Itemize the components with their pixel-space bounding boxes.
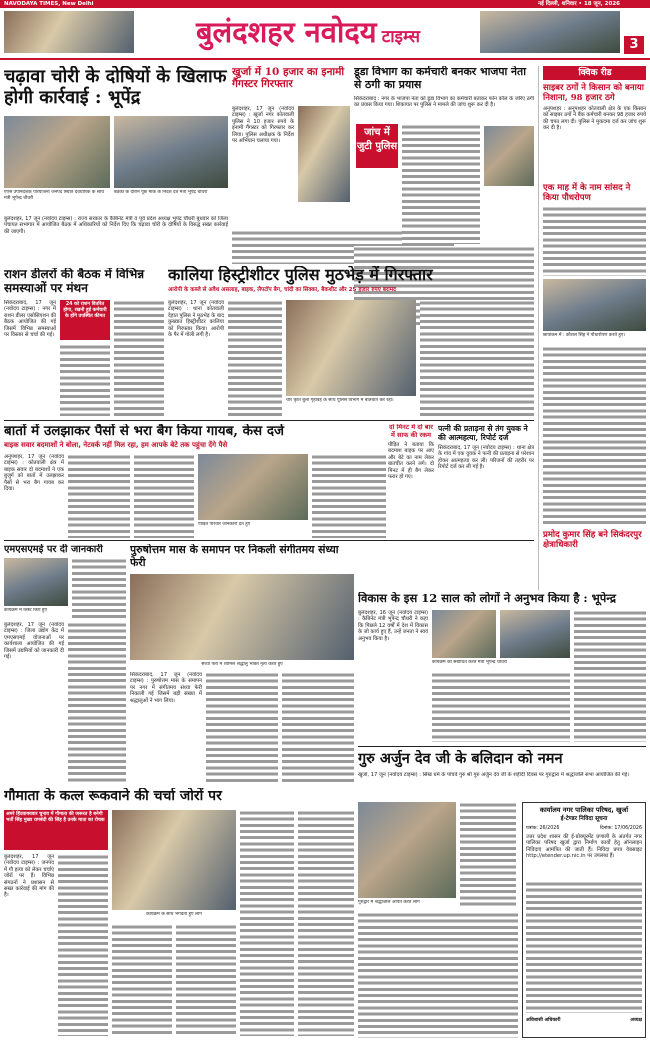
notice-date: दिनांक: 17/06/2026	[599, 826, 642, 831]
msme-body-side	[72, 558, 126, 618]
kaliya-body-continued-2	[420, 300, 534, 416]
kaliya-subhead: आरोपी के कब्जे से अवैध असलाह, बाइक, लैपटॉप बैग, चांदी का सिक्का, बैकशीट और 25 हजार रुपए बरामद	[168, 287, 397, 293]
ration-body-continued	[60, 344, 110, 416]
purushottam-body-continued-2	[282, 672, 354, 782]
notice-sign-1: अधिशासी अधिकारी	[526, 1018, 561, 1023]
chadhava-photo-2	[114, 116, 228, 188]
guru-photo	[358, 802, 456, 898]
guru-body-continued	[460, 802, 516, 908]
chadhava-caption-2: बैठकों के दौरान पूछे मौके के निर्देश देते मंत्री भूपेंद्र चौधरी	[114, 190, 208, 195]
gaumata-story	[4, 788, 354, 1038]
quick-read-label: क्विक रीड	[543, 66, 646, 80]
gaumata-headline: गौमाता के कत्ल रूकवाने की चर्चा जोरों पर	[4, 788, 222, 804]
notice-body-continued	[526, 881, 642, 1013]
page-number: 3	[624, 36, 644, 54]
kaliya-body: बुलंदशहर, 17 जून (नवोदय टाइम्स) : थाना कोतवाली देहात पुलिस ने मुठभेड़ के बाद कुख्यात हिस्ट्रीशीटर कालिया को गिरफ्तार किया। आरोपी के पैर में गोली लगी है।	[168, 300, 224, 339]
baton-body-continued	[68, 454, 130, 538]
baton-body: अनूपशहर, 17 जून (नवोदय टाइम्स) : कोतवाली क्षेत्र में बाइक सवार दो बदमाशों ने एक बुजुर्ग को बातों में उलझाकर पैसों से भरा बैग गायब कर दिया।	[4, 454, 64, 493]
patni-headline: पत्नी की प्रताड़ना से तंग युवक ने की आत्महत्या, रिपोर्ट दर्ज	[438, 424, 528, 442]
masthead-title-suffix: टाइम्स	[381, 27, 421, 47]
msme-body-continued	[68, 622, 126, 782]
baton-photo	[198, 454, 308, 520]
tender-notice	[522, 802, 646, 1038]
guru-caption: गुरुद्वारे में श्रद्धांजलि अर्पित करते लोग	[358, 900, 420, 905]
do-minute-body: पीड़ित ने बताया कि बदमाश बाइक पर आए और बेटे का नाम लेकर बातचीत करने लगे। दो मिनट में ही बैग लेकर फरार हो गए।	[388, 442, 434, 481]
patni-body: सिकंदराबाद, 17 जून (नवोदय टाइम्स) : थाना क्षेत्र के गांव में एक युवक ने पत्नी की प्रताड़ना से परेशान होकर आत्महत्या कर ली। परिजनों की तहरीर पर रिपोर्ट दर्ज कर ली गई है।	[438, 445, 534, 471]
chadhava-headline: चढ़ावा चोरी के दोषियों के खिलाफ होगी कार्रवाई : भूपेंद्र	[4, 66, 227, 108]
quick-read-item2-body-continued	[543, 346, 646, 526]
masthead	[0, 0, 650, 60]
dooda-inset-title: जांच में जुटी पुलिस	[356, 124, 398, 168]
gaumata-photo	[112, 810, 236, 910]
notice-sign-2: अध्यक्ष	[630, 1018, 642, 1023]
chadhava-photo-1	[4, 116, 110, 188]
msme-headline: एमएसएमई पर दी जानकारी	[4, 544, 103, 555]
chadhava-caption: एएस उपनिदेशक परियोजना जनपद स्थिति देवधारिक के साथ मंत्री भूपेन्द्र चौधरी	[4, 190, 105, 201]
chadhava-story	[4, 66, 228, 214]
guru-story	[358, 750, 646, 1040]
vikas-photo-2	[500, 610, 570, 658]
masthead-title: बुलंदशहर नवोदय	[195, 15, 377, 49]
baton-body-continued-3	[312, 454, 386, 538]
ration-headline: राशन डीलरों की बैठक में विभिन्न समस्याओं पर मंथन	[4, 268, 145, 295]
baton-caption: पीड़ित परिवार जानकारी देते हुए	[198, 522, 251, 527]
section-divider-1	[4, 420, 534, 421]
notice-ref: पत्रांक: 26/2026	[526, 826, 560, 831]
kaliya-caption: चार कृति बुला गृहविहे के साथ पुलिस विभाग में बातचीत कर रहा।	[286, 398, 394, 403]
notice-body: उत्तर प्रदेश शासन की ई-प्रोक्यूरमेंट प्रणाली के अंतर्गत नगर पालिका परिषद खुर्जा द्वारा निर्माण कार्यों हेतु ऑनलाइन निविदाएं आमंत्रित की जाती हैं। निविदा प्रपत्र वेबसाइट http://etender.up.nic.in पर उपलब्ध हैं।	[526, 834, 642, 860]
khurja-photo	[298, 106, 350, 202]
masthead-divider	[0, 58, 650, 60]
kaliya-photo	[286, 300, 416, 396]
quick-read-item1-head: साइबर ठगों ने किसान को बनाया निशाना, 98 हजार ठगे	[543, 83, 644, 103]
vikas-photo-1	[432, 610, 496, 658]
khurja-headline: खुर्जा में 10 हजार का इनामी गैंगस्टर गिरफ्तार	[232, 66, 345, 90]
section-divider-2	[4, 540, 534, 541]
masthead-top-left: NAVODAYA TIMES, New Delhi	[4, 1, 94, 7]
ration-body-continued-2	[114, 300, 164, 416]
baton-body-continued-2	[134, 454, 194, 538]
ration-body: सिकंदराबाद, 17 जून (नवोदय टाइम्स) : नगर में राशन डीलर एसोसिएशन की बैठक आयोजित की गई जिसमें विभिन्न समस्याओं पर विस्तार से चर्चा की गई।	[4, 300, 56, 339]
purushottam-photo	[130, 574, 354, 660]
vikas-body-continued-2	[574, 610, 646, 742]
msme-story	[4, 544, 126, 784]
vikas-body-continued	[432, 672, 570, 742]
notice-ref-row	[526, 825, 642, 831]
baton-story	[4, 424, 386, 538]
quick-read-photo	[543, 279, 646, 331]
notice-title: कार्यालय नगर पालिका परिषद, खुर्जा	[539, 806, 629, 814]
gaumata-body-continued	[58, 854, 108, 1036]
section-divider-3	[358, 746, 646, 747]
masthead-date: नई दिल्ली, शनिवार • 18 जून, 2026	[538, 1, 620, 7]
patni-story	[438, 424, 534, 538]
guru-body: खुर्जा, 17 जून (नवोदय टाइम्स) : सिख धर्म के पांचवें गुरु श्री गुरु अर्जुन देव जी के शहीदी दिवस पर गुरुद्वारा में श्रद्धांजलि सभा आयोजित की गई।	[358, 772, 630, 778]
purushottam-story	[130, 544, 354, 784]
gaumata-inset: अमरे हिंदवाक्यवार चुनाव में गौमाता की जरूरत है बनेगी भर्ती सिंह मुख्य रामबंदी की सिंह है उनके माता का रोचक	[4, 810, 108, 850]
notice-signatures	[526, 1017, 642, 1023]
kaliya-body-continued	[228, 300, 282, 416]
dooda-body: सिकंदराबाद : नगर के भाजपा नेता को डूडा विभाग का कर्मचारी बताकर फोन कॉल के जरिए ठगी का प्रयास किया गया। शिकायत पर पुलिस ने मामले की जांच शुरू कर दी है।	[354, 96, 534, 109]
quick-read-item3-head: प्रमोद कुमार सिंह बने सिकंदरपुर क्षेत्राधिकारी	[543, 530, 642, 550]
purushottam-body: सिकंदराबाद, 17 जून (नवोदय टाइम्स) : पुरुषोत्तम मास के समापन पर नगर में संगीतमय संध्या फेरी निकाली गई जिसमें बड़ी संख्या में श्रद्धालुओं ने भाग लिया।	[130, 672, 202, 704]
khurja-body: बुलंदशहर, 17 जून (नवोदय टाइम्स) : खुर्जा नगर कोतवाली पुलिस ने 10 हजार रुपये के इनामी गैंगस्टर को गिरफ्तार कर लिया। पुलिस अधीक्षक के निर्देश पर अभियान चलाया गया।	[232, 106, 294, 145]
purushottam-body-continued	[206, 672, 278, 782]
masthead-banner-image-right	[480, 11, 620, 53]
ration-inset: 24 को राशन वितरित होगा, रखनी हुई कर्मचारी के होंगे उपस्थित कीमत	[60, 300, 110, 340]
quick-read-photo-caption: छायांकन में : कौशल सिंह ने पौधारोपण करते हुए।	[543, 333, 626, 338]
do-minute-story	[388, 424, 434, 538]
guru-headline: गुरु अर्जुन देव जी के बलिदान को नमन	[358, 750, 563, 767]
gaumata-body-continued-3	[176, 924, 236, 1036]
vikas-body: बुलंदशहर, 16 जून (नवोदय टाइम्स) : कैबिनेट मंत्री भूपेन्द्र चौधरी ने कहा कि पिछले 12 वर्षों में देश में विकास के जो कार्य हुए हैं, उन्हें जनता ने स्वयं अनुभव किया है।	[358, 610, 428, 642]
masthead-title-block	[140, 10, 476, 56]
gaumata-caption: कार्यक्रम के साथ भगवती हुए लोग	[146, 912, 202, 917]
kaliya-story	[168, 266, 534, 418]
quick-read-item2-head: एक माह में के नाम सांसद ने किया पौधरोपण	[543, 183, 631, 203]
masthead-banner-image-left	[4, 11, 134, 53]
gaumata-body-continued-5	[298, 810, 354, 1036]
chadhava-body: बुलंदशहर, 17 जून (नवोदय टाइम्स) : राज्य सरकार के कैबिनेट मंत्री व पूर्व प्रदेश अध्यक्ष भूपेंद्र चौधरी बुधवार को जिला पंचायत सभागार में आयोजित बैठक में अधिकारियों को निर्देश दिए कि चढ़ावा चोरी के दोषियों के विरुद्ध सख्त कार्रवाई की जाएगी।	[4, 216, 228, 235]
dooda-headline: डूडा विभाग का कर्मचारी बनकर भाजपा नेता से ठगी का प्रयास	[354, 66, 527, 91]
do-minute-head: दो मिनट में दो बार में साफ की रकम	[389, 424, 433, 439]
quick-read-item2-body	[543, 206, 646, 276]
quick-read-panel	[538, 66, 646, 590]
msme-caption: कार्यक्रम में लिस्ट किये हुए	[4, 608, 48, 613]
khurja-story	[232, 66, 350, 226]
vikas-headline: विकास के इस 12 साल को लोगों ने अनुभव किया है : भूपेन्द्र	[358, 592, 616, 605]
dooda-photo	[484, 126, 534, 186]
vikas-caption: कार्यक्रम को संबोधित करते मंत्री भूपेन्द्र चौधरी	[432, 660, 507, 665]
gaumata-body: बुलंदशहर, 17 जून (नवोदय टाइम्स) : जनपद में गौ हत्या को लेकर चर्चाएं जोरों पर हैं। विभिन्न संगठनों ने प्रशासन से सख्त कार्रवाई की मांग की है।	[4, 854, 54, 899]
purushottam-caption: संध्या फेरी में शामिल श्रद्धालु भक्ति नृत्य करते हुए	[201, 662, 283, 667]
kaliya-headline: कालिया हिस्ट्रीशीटर पुलिस मुठभेड़ में गिरफ्तार	[168, 266, 433, 284]
vikas-story	[358, 592, 646, 744]
gaumata-body-continued-4	[240, 810, 294, 1036]
msme-body: बुलंदशहर, 17 जून (नवोदय टाइम्स) : जिला उद्योग केंद्र में एमएसएमई योजनाओं पर कार्यशाला आयोजित की गई जिसमें उद्यमियों को जानकारी दी गई।	[4, 622, 64, 661]
baton-headline: बातों में उलझाकर पैसों से भरा बैग किया गायब, केस दर्ज	[4, 424, 285, 439]
quick-read-item1-body: अनूपशहर : अनूपशहर कोतवाली क्षेत्र के एक किसान को साइबर ठगों ने बैंक कर्मचारी बनकर 98 हजार रुपये की चपत लगा दी। पुलिस ने मुकदमा दर्ज कर जांच शुरू कर दी है।	[543, 106, 646, 132]
msme-photo	[4, 558, 68, 606]
purushottam-headline: पुरुषोत्तम मास के समापन पर निकली संगीतमय संध्या फेरी	[130, 544, 339, 569]
ration-story	[4, 268, 164, 418]
baton-subhead: बाइक सवार बदमाशों ने बोला, नेटवर्क नहीं मिल रहा, हम आपके बेटे तक पहुंचा देंगे पैसे	[4, 441, 228, 449]
notice-subtitle: ई-टेण्डर निविदा सूचना	[560, 816, 608, 822]
gaumata-body-continued-2	[112, 924, 172, 1036]
dooda-body-continued	[402, 124, 480, 244]
guru-body-continued-2	[358, 912, 518, 1038]
